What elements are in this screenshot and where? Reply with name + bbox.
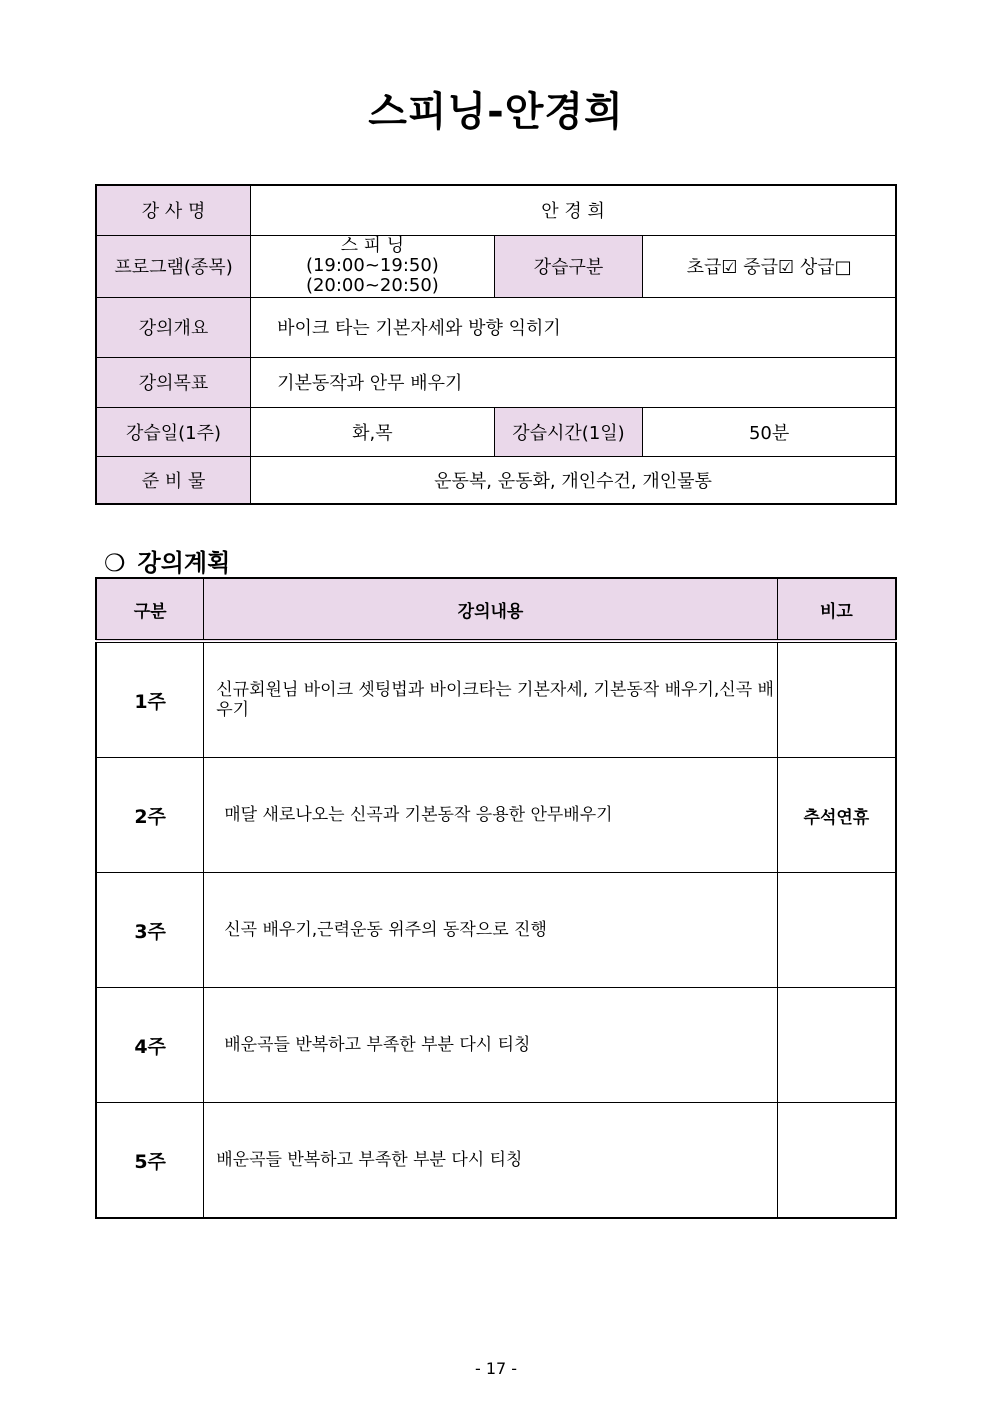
overview-label: 강의개요 xyxy=(96,297,251,357)
supplies-value: 운동복, 운동화, 개인수건, 개인물통 xyxy=(251,456,896,504)
note-cell xyxy=(777,873,896,988)
week-cell: 1주 xyxy=(96,641,204,758)
week-cell: 3주 xyxy=(96,873,204,988)
table-row xyxy=(96,873,896,988)
circle-bullet-icon: ❍ xyxy=(104,549,126,577)
note-cell xyxy=(777,988,896,1103)
week-cell: 4주 xyxy=(96,988,204,1103)
page-title: 스피닝-안경희 xyxy=(368,89,624,135)
level-value: 초급☑ 중급☑ 상급□ xyxy=(643,235,896,297)
page-number: - 17 - xyxy=(474,1359,518,1378)
overview-value: 바이크 타는 기본자세와 방향 익히기 xyxy=(251,297,896,357)
duration-value: 50분 xyxy=(643,407,896,456)
section-heading-text: 강의계획 xyxy=(137,549,231,577)
supplies-label: 준 비 물 xyxy=(96,456,251,504)
program-time-1: (19:00~19:50) xyxy=(305,255,439,276)
week-cell: 2주 xyxy=(96,758,204,873)
content-cell: 신곡 배우기,근력운동 위주의 동작으로 진행 xyxy=(204,873,778,988)
duration-label: 강습시간(1일) xyxy=(494,407,643,456)
note-cell: 추석연휴 xyxy=(777,758,896,873)
content-cell: 매달 새로나오는 신곡과 기본동작 응용한 안무배우기 xyxy=(204,758,778,873)
week-cell: 5주 xyxy=(96,1103,204,1219)
note-cell xyxy=(777,641,896,758)
goal-value: 기본동작과 안무 배우기 xyxy=(251,357,896,407)
content-cell: 신규회원님 바이크 셋팅법과 바이크타는 기본자세, 기본동작 배우기,신곡 배우기 xyxy=(204,641,778,758)
table-row xyxy=(96,758,896,873)
level-label: 강습구분 xyxy=(494,235,643,297)
instructor-value: 안 경 희 xyxy=(251,185,896,235)
program-name: 스 피 닝 xyxy=(340,235,405,256)
table-row xyxy=(96,988,896,1103)
goal-label: 강의목표 xyxy=(96,357,251,407)
lecture-plan-table xyxy=(95,577,897,1219)
program-label: 프로그램(종목) xyxy=(96,235,251,297)
days-label: 강습일(1주) xyxy=(96,407,251,456)
days-value: 화,목 xyxy=(251,407,495,456)
course-info-table xyxy=(95,184,897,505)
instructor-label: 강 사 명 xyxy=(96,185,251,235)
note-cell xyxy=(777,1103,896,1219)
content-cell: 배운곡들 반복하고 부족한 부분 다시 티칭 xyxy=(204,1103,778,1219)
content-cell: 배운곡들 반복하고 부족한 부분 다시 티칭 xyxy=(204,988,778,1103)
table-row xyxy=(96,641,896,758)
plan-header-content: 강의내용 xyxy=(204,578,778,641)
table-row xyxy=(96,1103,896,1219)
plan-header-note: 비고 xyxy=(777,578,896,641)
section-heading xyxy=(104,543,230,578)
program-time-2: (20:00~20:50) xyxy=(305,275,439,296)
program-cell xyxy=(251,235,495,297)
plan-header-week: 구분 xyxy=(96,578,204,641)
